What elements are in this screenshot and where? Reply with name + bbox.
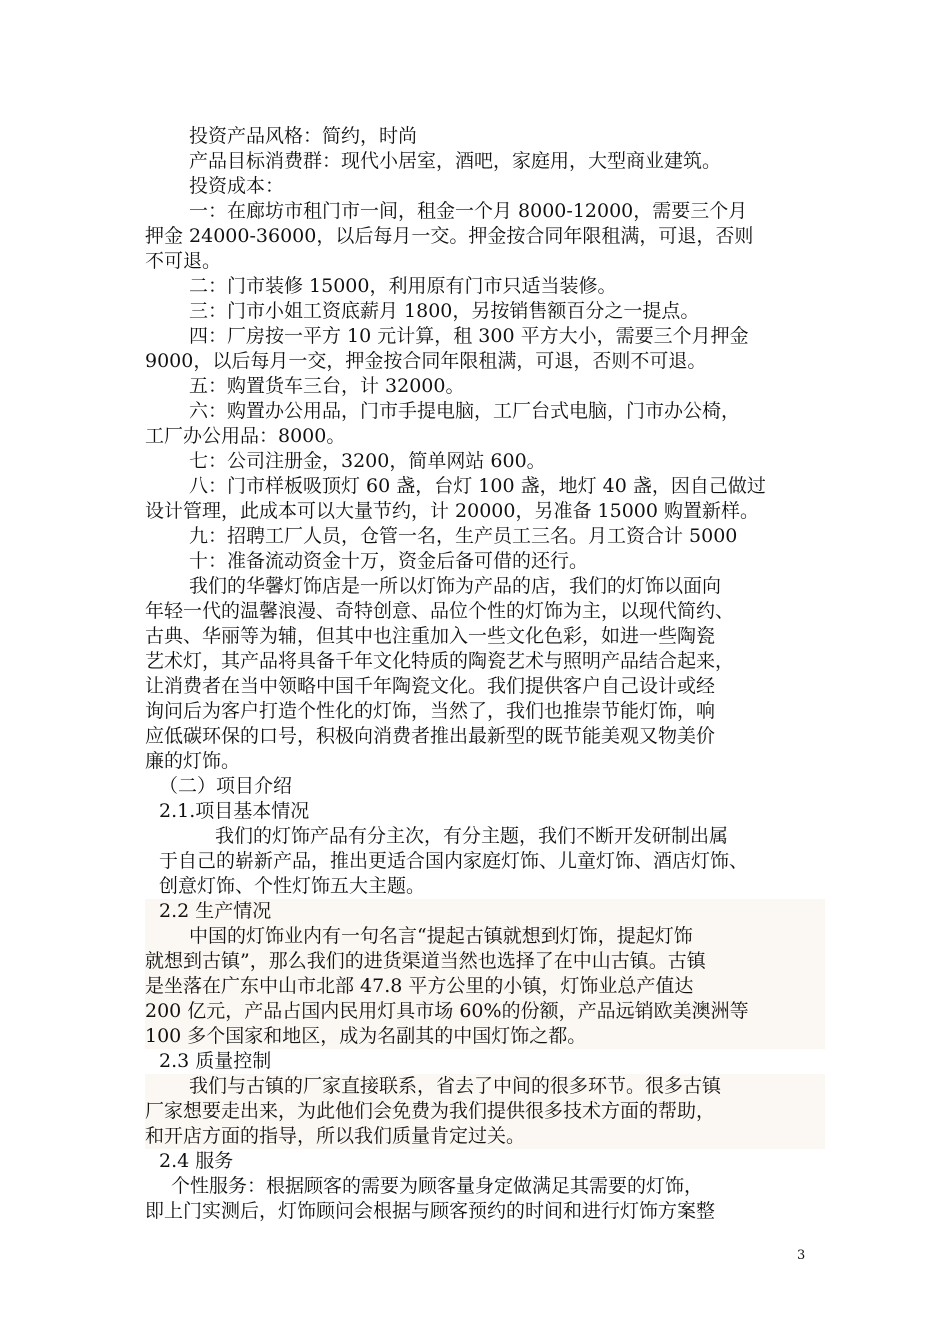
text-line: 于自己的崭新产品，推出更适合国内家庭灯饰、儿童灯饰、酒店灯饰、 bbox=[159, 850, 749, 872]
subsection-heading: 2.3 质量控制 bbox=[159, 1050, 272, 1072]
text-line: 200 亿元，产品占国内民用灯具市场 60%的份额，产品远销欧美澳洲等 bbox=[145, 999, 825, 1024]
text-line: 和开店方面的指导，所以我们质量肯定过关。 bbox=[145, 1124, 825, 1149]
text-line: 应低碳环保的口号，积极向消费者推出最新型的既节能美观又物美价 bbox=[145, 725, 716, 747]
text-line: 一：在廊坊市租门市一间，租金一个月 8000-12000，需要三个月 bbox=[189, 200, 748, 222]
text-line: 厂家想要走出来，为此他们会免费为我们提供很多技术方面的帮助， bbox=[145, 1099, 825, 1124]
text-line: 100 多个国家和地区，成为名副其的中国灯饰之都。 bbox=[145, 1024, 825, 1049]
text-line: 八：门市样板吸顶灯 60 盏，台灯 100 盏，地灯 40 盏，因自己做过 bbox=[189, 475, 766, 497]
text-line: 六：购置办公用品，门市手提电脑，工厂台式电脑，门市办公椅， bbox=[189, 400, 741, 422]
text-line: 我们的灯饰产品有分主次，有分主题，我们不断开发研制出属 bbox=[215, 825, 729, 847]
subsection-heading: 2.1.项目基本情况 bbox=[159, 800, 310, 822]
text-line: 七：公司注册金，3200，简单网站 600。 bbox=[189, 450, 546, 472]
text-line: 不可退。 bbox=[145, 250, 222, 272]
text-line: 艺术灯，其产品将具备千年文化特质的陶瓷艺术与照明产品结合起来， bbox=[145, 650, 735, 672]
text-line: 中国的灯饰业内有一句名言“提起古镇就想到灯饰，提起灯饰 bbox=[145, 924, 825, 949]
document-body bbox=[145, 124, 825, 1224]
text-line: 产品目标消费群：现代小居室，酒吧，家庭用，大型商业建筑。 bbox=[189, 150, 722, 172]
text-line: 三：门市小姐工资底薪月 1800，另按销售额百分之一提点。 bbox=[189, 300, 700, 322]
text-line: 二：门市装修 15000，利用原有门市只适当装修。 bbox=[189, 275, 617, 297]
text-line: 廉的灯饰。 bbox=[145, 750, 241, 772]
text-line: 我们的华馨灯饰店是一所以灯饰为产品的店，我们的灯饰以面向 bbox=[189, 575, 722, 597]
text-line: 九：招聘工厂人员，仓管一名，生产员工三名。月工资合计 5000 bbox=[189, 525, 738, 547]
text-line: 让消费者在当中领略中国千年陶瓷文化。我们提供客户自己设计或经 bbox=[145, 675, 716, 697]
text-line: 创意灯饰、个性灯饰五大主题。 bbox=[159, 875, 426, 897]
text-line: 投资产品风格：简约，时尚 bbox=[189, 125, 418, 147]
text-line: 四：厂房按一平方 10 元计算，租 300 平方大小，需要三个月押金 bbox=[189, 325, 749, 347]
text-line: 工厂办公用品：8000。 bbox=[145, 425, 346, 447]
subsection-heading: 2.2 生产情况 bbox=[145, 899, 825, 924]
text-line: 古典、华丽等为辅，但其中也注重加入一些文化色彩，如进一些陶瓷 bbox=[145, 625, 716, 647]
text-line: 我们与古镇的厂家直接联系，省去了中间的很多环节。很多古镇 bbox=[145, 1074, 825, 1099]
text-line: 年轻一代的温馨浪漫、奇特创意、品位个性的灯饰为主，以现代简约、 bbox=[145, 600, 735, 622]
text-line: 设计管理，此成本可以大量节约，计 20000，另准备 15000 购置新样。 bbox=[145, 500, 760, 522]
section-heading: （二）项目介绍 bbox=[159, 775, 293, 797]
text-line: 询问后为客户打造个性化的灯饰，当然了，我们也推崇节能灯饰，响 bbox=[145, 700, 716, 722]
text-line: 9000，以后每月一交，押金按合同年限租满，可退，否则不可退。 bbox=[145, 350, 707, 372]
text-line: 个性服务：根据顾客的需要为顾客量身定做满足其需要的灯饰， bbox=[171, 1175, 704, 1197]
text-line: 押金 24000-36000，以后每月一交。押金按合同年限租满，可退，否则 bbox=[145, 225, 754, 247]
page-number: 3 bbox=[797, 1248, 806, 1263]
text-line: 十：准备流动资金十万，资金后备可借的还行。 bbox=[189, 550, 589, 572]
text-line: 投资成本： bbox=[189, 175, 285, 197]
text-line: 五：购置货车三台，计 32000。 bbox=[189, 375, 465, 397]
subsection-heading: 2.4 服务 bbox=[159, 1150, 234, 1172]
text-line: 就想到古镇”，那么我们的进货渠道当然也选择了在中山古镇。古镇 bbox=[145, 949, 825, 974]
text-line: 是坐落在广东中山市北部 47.8 平方公里的小镇，灯饰业总产值达 bbox=[145, 974, 825, 999]
text-line: 即上门实测后，灯饰顾问会根据与顾客预约的时间和进行灯饰方案整 bbox=[145, 1200, 716, 1222]
